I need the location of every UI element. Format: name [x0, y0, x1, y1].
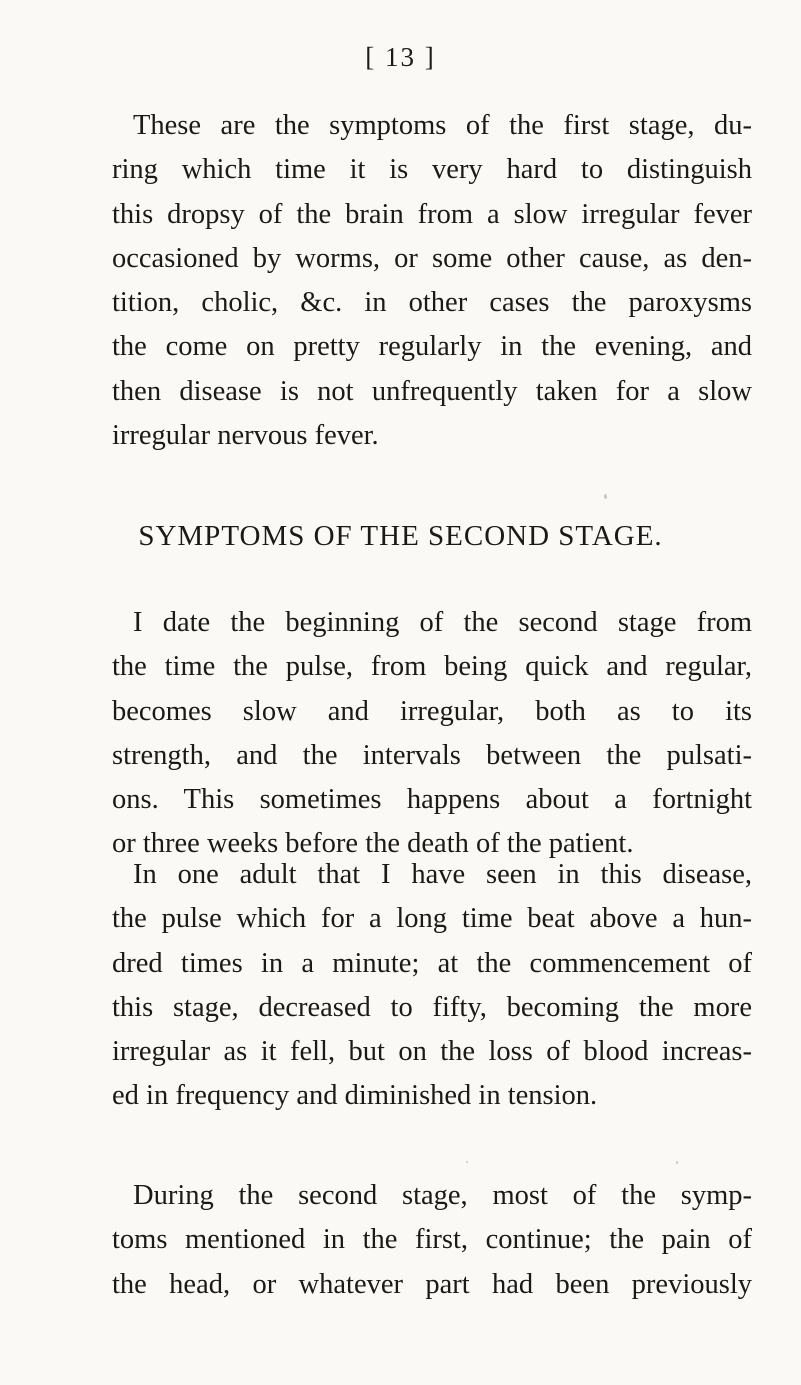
text-line: In one adult that I have seen in this disease, — [133, 859, 752, 890]
text-line: then disease is not unfrequently taken for a slow — [112, 375, 752, 407]
text-line: ons. This sometimes happens about a fortnight — [112, 784, 752, 816]
paragraph-3 — [112, 853, 752, 1119]
paragraph-4 — [112, 1174, 752, 1307]
paper-speck — [676, 1161, 678, 1164]
text-line: These are the symptoms of the first stage, du- — [133, 110, 752, 141]
text-line: the pulse which for a long time beat above a hun- — [112, 903, 752, 935]
text-line: I date the beginning of the second stage from — [133, 607, 752, 638]
text-line: this stage, decreased to fifty, becoming the more — [112, 991, 752, 1023]
paragraph-1 — [112, 104, 752, 458]
text-line: strength, and the intervals between the pulsati- — [112, 739, 752, 771]
text-line: irregular as it fell, but on the loss of blood increas- — [112, 1036, 752, 1068]
paper-speck — [466, 1161, 468, 1163]
paragraph-2 — [112, 601, 752, 867]
text-line: occasioned by worms, or some other cause, as den- — [112, 242, 752, 274]
text-line: ring which time it is very hard to distinguish — [112, 154, 752, 186]
text-line: During the second stage, most of the symp- — [133, 1180, 752, 1211]
paper-speck — [604, 494, 607, 499]
text-line: the time the pulse, from being quick and regular, — [112, 651, 752, 683]
page-number: [ 13 ] — [365, 42, 436, 72]
text-line: this dropsy of the brain from a slow irregular fever — [112, 198, 752, 230]
section-heading: SYMPTOMS OF THE SECOND STAGE. — [138, 520, 663, 552]
text-line: tition, cholic, &c. in other cases the paroxysms — [112, 287, 752, 319]
text-line: irregular nervous fever. — [112, 420, 379, 452]
text-line: the head, or whatever part had been previously — [112, 1268, 752, 1300]
text-line: ed in frequency and diminished in tension. — [112, 1080, 598, 1112]
text-line: or three weeks before the death of the patient. — [112, 828, 634, 860]
text-line: dred times in a minute; at the commencement of — [112, 947, 752, 979]
text-line: the come on pretty regularly in the evening, and — [112, 331, 752, 363]
text-line: becomes slow and irregular, both as to its — [112, 695, 752, 727]
text-line: toms mentioned in the first, continue; the pain of — [112, 1224, 752, 1256]
